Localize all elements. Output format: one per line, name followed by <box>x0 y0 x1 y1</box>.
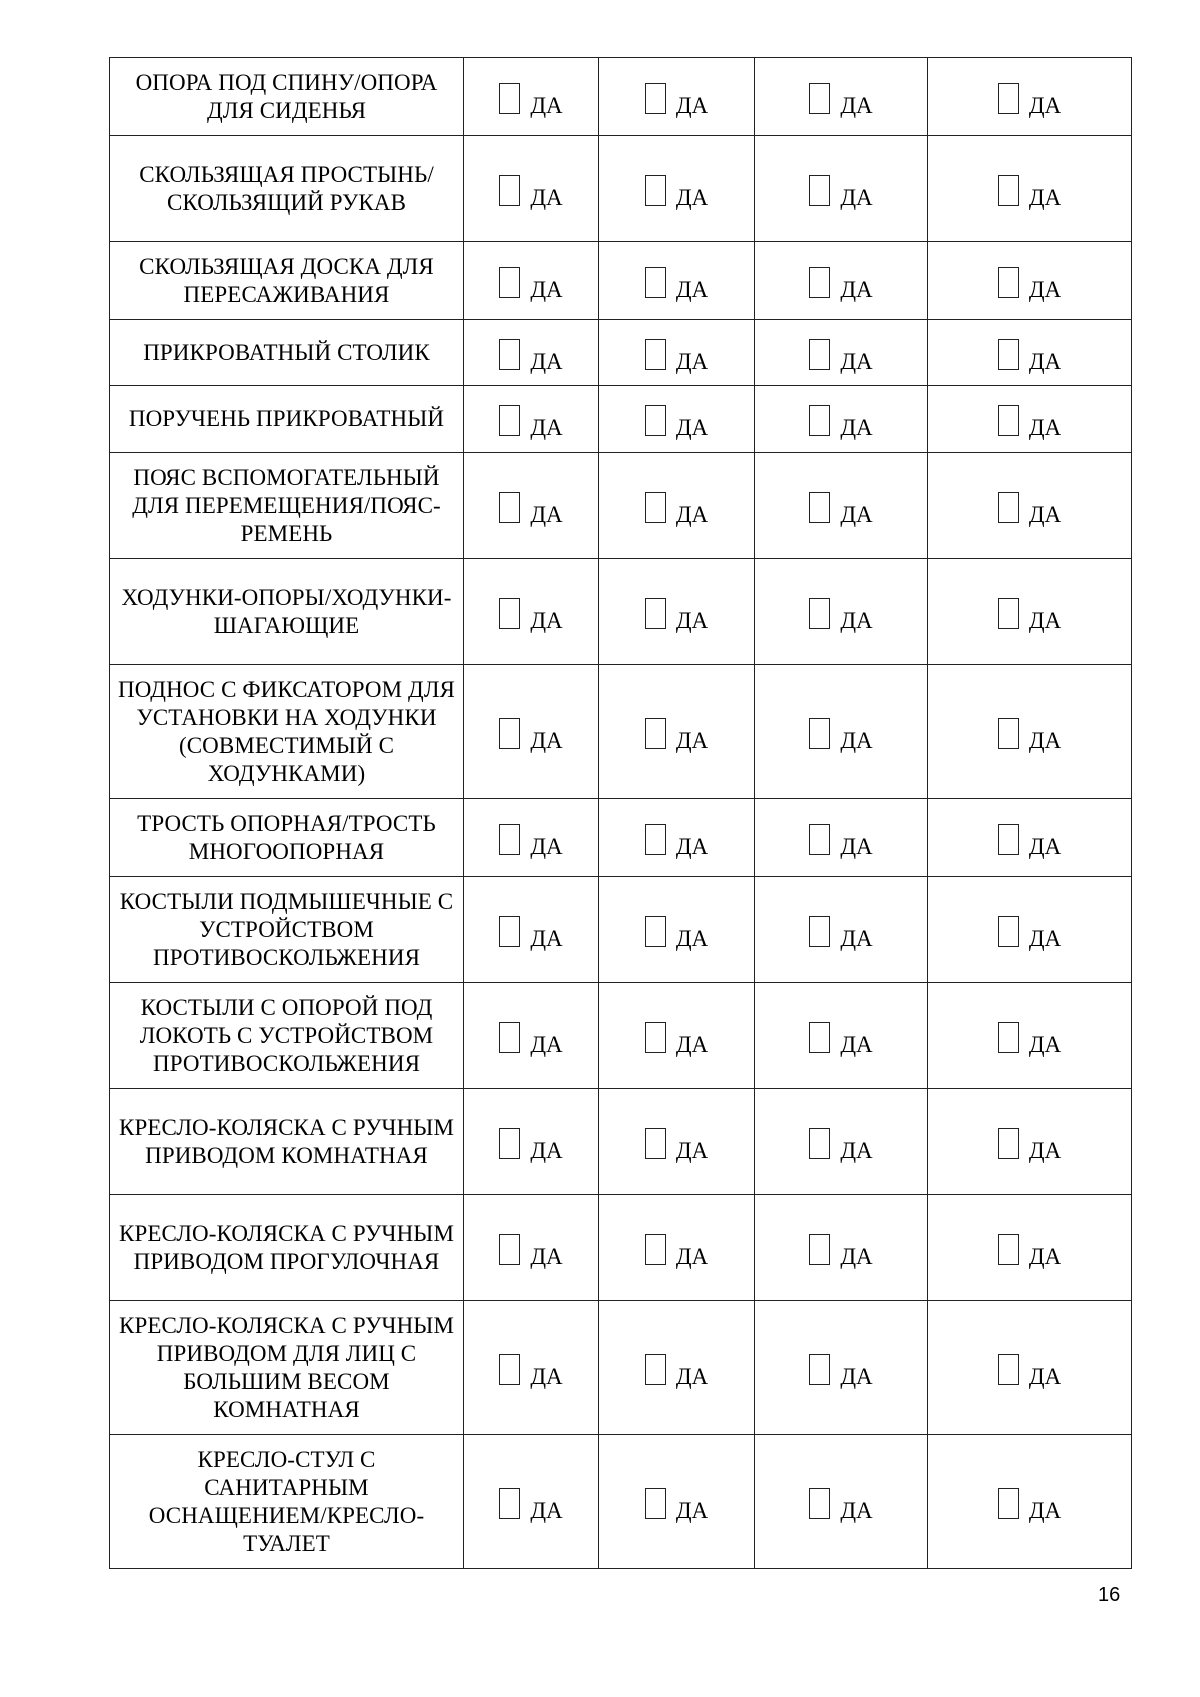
yes-checkbox[interactable] <box>998 1234 1019 1265</box>
item-name-cell: СКОЛЬЗЯЩАЯ ПРОСТЫНЬ/СКОЛЬЗЯЩИЙ РУКАВ <box>110 136 464 242</box>
item-name-cell: ХОДУНКИ-ОПОРЫ/ХОДУНКИ-ШАГАЮЩИЕ <box>110 559 464 665</box>
yes-checkbox[interactable] <box>645 1488 666 1519</box>
yes-option <box>599 264 754 302</box>
table-row <box>110 1301 1132 1435</box>
option-cell <box>599 242 755 320</box>
option-cell <box>755 1195 928 1301</box>
option-cell <box>599 136 755 242</box>
option-cell <box>464 386 599 453</box>
yes-label: ДА <box>675 833 709 859</box>
option-cell <box>464 1089 599 1195</box>
yes-option <box>755 1019 927 1057</box>
option-cell <box>599 1301 755 1435</box>
yes-checkbox[interactable] <box>809 1234 830 1265</box>
option-cell <box>928 1301 1132 1435</box>
item-name-cell: КРЕСЛО-КОЛЯСКА С РУЧНЫМ ПРИВОДОМ КОМНАТНАЯ <box>110 1089 464 1195</box>
option-cell <box>755 559 928 665</box>
option-cell <box>928 386 1132 453</box>
yes-label: ДА <box>530 607 563 633</box>
yes-checkbox[interactable] <box>809 492 830 523</box>
yes-checkbox[interactable] <box>645 1022 666 1053</box>
option-cell <box>928 320 1132 386</box>
yes-label: ДА <box>675 607 709 633</box>
yes-option <box>464 1125 598 1163</box>
yes-option <box>928 1125 1131 1163</box>
yes-label: ДА <box>675 92 709 118</box>
yes-option <box>928 489 1131 527</box>
yes-label: ДА <box>675 1031 709 1057</box>
yes-option <box>599 336 754 374</box>
item-name-cell: ПОЯС ВСПОМОГАТЕЛЬНЫЙ ДЛЯ ПЕРЕМЕЩЕНИЯ/ПОЯС-РЕМЕНЬ <box>110 453 464 559</box>
yes-label: ДА <box>530 276 563 302</box>
yes-option <box>464 80 598 118</box>
yes-option <box>599 913 754 951</box>
yes-checkbox[interactable] <box>998 405 1019 436</box>
yes-option <box>755 913 927 951</box>
yes-option <box>599 715 754 753</box>
yes-label: ДА <box>530 348 563 374</box>
yes-checkbox[interactable] <box>998 175 1019 206</box>
yes-checkbox[interactable] <box>809 1488 830 1519</box>
option-cell <box>599 559 755 665</box>
option-cell <box>464 799 599 877</box>
yes-option <box>464 595 598 633</box>
option-cell <box>755 665 928 799</box>
option-cell <box>928 1435 1132 1569</box>
option-cell <box>755 983 928 1089</box>
yes-option <box>464 1351 598 1389</box>
yes-checkbox[interactable] <box>499 1354 520 1385</box>
yes-option <box>599 1485 754 1523</box>
yes-label: ДА <box>530 1497 563 1523</box>
item-name-cell: КРЕСЛО-СТУЛ С САНИТАРНЫМ ОСНАЩЕНИЕМ/КРЕСЛО-ТУАЛЕТ <box>110 1435 464 1569</box>
option-cell <box>464 242 599 320</box>
yes-checkbox[interactable] <box>998 598 1019 629</box>
option-cell <box>755 386 928 453</box>
option-cell <box>464 983 599 1089</box>
yes-label: ДА <box>1028 727 1062 753</box>
yes-checkbox[interactable] <box>499 1128 520 1159</box>
yes-checkbox[interactable] <box>499 1234 520 1265</box>
yes-option <box>464 1231 598 1269</box>
yes-label: ДА <box>1028 415 1062 440</box>
yes-checkbox[interactable] <box>809 83 830 114</box>
yes-option <box>464 489 598 527</box>
table-row <box>110 453 1132 559</box>
option-cell <box>599 1195 755 1301</box>
option-cell <box>755 877 928 983</box>
yes-label: ДА <box>675 276 709 302</box>
yes-option <box>928 402 1131 440</box>
table-row <box>110 559 1132 665</box>
yes-label: ДА <box>675 925 709 951</box>
yes-option <box>755 336 927 374</box>
yes-checkbox[interactable] <box>998 83 1019 114</box>
yes-checkbox[interactable] <box>645 1128 666 1159</box>
yes-label: ДА <box>840 92 873 118</box>
yes-checkbox[interactable] <box>645 405 666 436</box>
yes-option <box>464 821 598 859</box>
option-cell <box>755 242 928 320</box>
yes-checkbox[interactable] <box>499 718 520 749</box>
option-cell <box>755 136 928 242</box>
yes-option <box>599 172 754 210</box>
yes-option <box>599 1019 754 1057</box>
option-cell <box>464 136 599 242</box>
option-cell <box>928 453 1132 559</box>
yes-option <box>464 172 598 210</box>
table-row <box>110 1435 1132 1569</box>
yes-option <box>928 1485 1131 1523</box>
item-name-cell: ПОДНОС С ФИКСАТОРОМ ДЛЯ УСТАНОВКИ НА ХОДУНКИ (СОВМЕСТИМЫЙ С ХОДУНКАМИ) <box>110 665 464 799</box>
yes-option <box>928 715 1131 753</box>
yes-option <box>755 1125 927 1163</box>
yes-option <box>755 821 927 859</box>
yes-label: ДА <box>840 727 873 753</box>
yes-checkbox[interactable] <box>499 405 520 436</box>
yes-checkbox[interactable] <box>998 339 1019 370</box>
item-name-cell: ТРОСТЬ ОПОРНАЯ/ТРОСТЬ МНОГООПОРНАЯ <box>110 799 464 877</box>
yes-checkbox[interactable] <box>645 175 666 206</box>
yes-label: ДА <box>1028 607 1062 633</box>
yes-label: ДА <box>1028 184 1062 210</box>
yes-label: ДА <box>530 1363 563 1389</box>
yes-checkbox[interactable] <box>809 1128 830 1159</box>
yes-checkbox[interactable] <box>499 339 520 370</box>
yes-label: ДА <box>1028 348 1062 374</box>
option-cell <box>464 877 599 983</box>
yes-option <box>464 1019 598 1057</box>
yes-checkbox[interactable] <box>998 718 1019 749</box>
yes-checkbox[interactable] <box>809 339 830 370</box>
yes-label: ДА <box>675 1497 709 1523</box>
option-cell <box>755 1301 928 1435</box>
yes-label: ДА <box>1028 1497 1062 1523</box>
option-cell <box>928 983 1132 1089</box>
option-cell <box>755 1435 928 1569</box>
yes-option <box>928 264 1131 302</box>
yes-option <box>464 1485 598 1523</box>
yes-checkbox[interactable] <box>998 824 1019 855</box>
yes-checkbox[interactable] <box>645 83 666 114</box>
yes-checkbox[interactable] <box>499 1022 520 1053</box>
item-name-cell: ОПОРА ПОД СПИНУ/ОПОРА ДЛЯ СИДЕНЬЯ <box>110 58 464 136</box>
yes-option <box>599 821 754 859</box>
yes-option <box>928 595 1131 633</box>
yes-label: ДА <box>1028 1243 1062 1269</box>
yes-checkbox[interactable] <box>809 916 830 947</box>
yes-checkbox[interactable] <box>645 598 666 629</box>
option-cell <box>928 877 1132 983</box>
yes-checkbox[interactable] <box>645 492 666 523</box>
item-name-cell: ПОРУЧЕНЬ ПРИКРОВАТНЫЙ <box>110 386 464 453</box>
yes-option <box>599 595 754 633</box>
yes-option <box>755 172 927 210</box>
yes-label: ДА <box>675 1243 709 1269</box>
yes-checkbox[interactable] <box>645 824 666 855</box>
option-cell <box>599 799 755 877</box>
item-name-cell: СКОЛЬЗЯЩАЯ ДОСКА ДЛЯ ПЕРЕСАЖИВАНИЯ <box>110 242 464 320</box>
yes-checkbox[interactable] <box>809 175 830 206</box>
yes-option <box>599 80 754 118</box>
yes-label: ДА <box>840 1031 873 1057</box>
yes-checkbox[interactable] <box>645 267 666 298</box>
yes-checkbox[interactable] <box>998 1022 1019 1053</box>
yes-option <box>928 1019 1131 1057</box>
yes-option <box>755 1485 927 1523</box>
option-cell <box>928 559 1132 665</box>
yes-checkbox[interactable] <box>809 598 830 629</box>
option-cell <box>464 1435 599 1569</box>
yes-label: ДА <box>840 1363 873 1389</box>
yes-label: ДА <box>1028 92 1062 118</box>
item-name-cell: ПРИКРОВАТНЫЙ СТОЛИК <box>110 320 464 386</box>
yes-option <box>464 715 598 753</box>
table-row <box>110 1089 1132 1195</box>
yes-label: ДА <box>1028 276 1062 302</box>
yes-checkbox[interactable] <box>809 405 830 436</box>
option-cell <box>928 242 1132 320</box>
option-cell <box>464 320 599 386</box>
yes-checkbox[interactable] <box>645 339 666 370</box>
yes-checkbox[interactable] <box>499 916 520 947</box>
yes-label: ДА <box>530 184 563 210</box>
option-cell <box>464 1195 599 1301</box>
option-cell <box>928 1089 1132 1195</box>
yes-option <box>464 402 598 440</box>
yes-label: ДА <box>530 1031 563 1057</box>
yes-option <box>928 821 1131 859</box>
option-cell <box>755 1089 928 1195</box>
yes-label: ДА <box>530 1243 563 1269</box>
yes-option <box>755 489 927 527</box>
yes-label: ДА <box>840 1243 873 1269</box>
yes-option <box>928 1351 1131 1389</box>
option-cell <box>599 665 755 799</box>
yes-checkbox[interactable] <box>809 1022 830 1053</box>
yes-label: ДА <box>1028 1031 1062 1057</box>
option-cell <box>464 58 599 136</box>
yes-option <box>755 595 927 633</box>
table-row <box>110 983 1132 1089</box>
option-cell <box>928 136 1132 242</box>
yes-label: ДА <box>840 925 873 951</box>
option-cell <box>755 320 928 386</box>
option-cell <box>599 386 755 453</box>
yes-checkbox[interactable] <box>499 824 520 855</box>
yes-option <box>755 715 927 753</box>
option-cell <box>599 320 755 386</box>
yes-label: ДА <box>1028 925 1062 951</box>
yes-option <box>464 913 598 951</box>
yes-option <box>599 1125 754 1163</box>
option-cell <box>599 453 755 559</box>
item-name-cell: КРЕСЛО-КОЛЯСКА С РУЧНЫМ ПРИВОДОМ ПРОГУЛОЧНАЯ <box>110 1195 464 1301</box>
yes-label: ДА <box>1028 1137 1062 1163</box>
option-cell <box>928 58 1132 136</box>
option-cell <box>464 665 599 799</box>
option-cell <box>464 1301 599 1435</box>
table-row <box>110 136 1132 242</box>
option-cell <box>599 877 755 983</box>
yes-checkbox[interactable] <box>645 916 666 947</box>
option-cell <box>599 58 755 136</box>
table-row <box>110 877 1132 983</box>
table-row <box>110 665 1132 799</box>
yes-option <box>599 402 754 440</box>
option-cell <box>464 559 599 665</box>
yes-option <box>464 336 598 374</box>
yes-option <box>464 264 598 302</box>
yes-label: ДА <box>530 925 563 951</box>
yes-option <box>755 402 927 440</box>
yes-label: ДА <box>530 1137 563 1163</box>
yes-option <box>755 264 927 302</box>
item-name-cell: КРЕСЛО-КОЛЯСКА С РУЧНЫМ ПРИВОДОМ ДЛЯ ЛИЦ С БОЛЬШИМ ВЕСОМ КОМНАТНАЯ <box>110 1301 464 1435</box>
yes-label: ДА <box>675 415 709 440</box>
yes-checkbox[interactable] <box>499 267 520 298</box>
yes-label: ДА <box>675 501 709 527</box>
yes-label: ДА <box>1028 1363 1062 1389</box>
yes-label: ДА <box>840 276 873 302</box>
yes-checkbox[interactable] <box>998 916 1019 947</box>
yes-checkbox[interactable] <box>998 492 1019 523</box>
item-name-cell: КОСТЫЛИ С ОПОРОЙ ПОД ЛОКОТЬ С УСТРОЙСТВОМ ПРОТИВОСКОЛЬЖЕНИЯ <box>110 983 464 1089</box>
option-cell <box>599 983 755 1089</box>
yes-checkbox[interactable] <box>499 1488 520 1519</box>
item-name-cell: КОСТЫЛИ ПОДМЫШЕЧНЫЕ С УСТРОЙСТВОМ ПРОТИВОСКОЛЬЖЕНИЯ <box>110 877 464 983</box>
yes-label: ДА <box>840 501 873 527</box>
yes-option <box>928 80 1131 118</box>
yes-label: ДА <box>675 184 709 210</box>
yes-label: ДА <box>675 1137 709 1163</box>
yes-label: ДА <box>530 833 563 859</box>
yes-label: ДА <box>1028 833 1062 859</box>
yes-checkbox[interactable] <box>998 1128 1019 1159</box>
table-row <box>110 799 1132 877</box>
yes-checkbox[interactable] <box>645 1354 666 1385</box>
equipment-checklist-table <box>109 57 1132 1569</box>
yes-checkbox[interactable] <box>499 83 520 114</box>
yes-option <box>599 1351 754 1389</box>
yes-option <box>928 913 1131 951</box>
option-cell <box>755 453 928 559</box>
option-cell <box>464 453 599 559</box>
table-body <box>110 58 1132 1569</box>
option-cell <box>755 799 928 877</box>
yes-label: ДА <box>840 607 873 633</box>
yes-option <box>928 1231 1131 1269</box>
yes-checkbox[interactable] <box>998 1488 1019 1519</box>
yes-checkbox[interactable] <box>809 1354 830 1385</box>
yes-label: ДА <box>675 348 709 374</box>
yes-label: ДА <box>840 1497 873 1523</box>
table-row <box>110 242 1132 320</box>
yes-option <box>755 1351 927 1389</box>
option-cell <box>928 799 1132 877</box>
yes-checkbox[interactable] <box>809 824 830 855</box>
yes-option <box>928 172 1131 210</box>
yes-checkbox[interactable] <box>809 718 830 749</box>
yes-label: ДА <box>840 348 873 374</box>
option-cell <box>599 1089 755 1195</box>
yes-checkbox[interactable] <box>499 175 520 206</box>
yes-label: ДА <box>840 184 873 210</box>
yes-checkbox[interactable] <box>998 1354 1019 1385</box>
yes-label: ДА <box>530 727 563 753</box>
yes-label: ДА <box>840 1137 873 1163</box>
yes-label: ДА <box>530 92 563 118</box>
yes-label: ДА <box>675 1363 709 1389</box>
yes-label: ДА <box>840 415 873 440</box>
table-row <box>110 386 1132 453</box>
option-cell <box>928 665 1132 799</box>
table-row <box>110 1195 1132 1301</box>
yes-checkbox[interactable] <box>499 598 520 629</box>
yes-checkbox[interactable] <box>645 718 666 749</box>
page-number: 16 <box>1098 1584 1121 1606</box>
yes-option <box>755 1231 927 1269</box>
yes-label: ДА <box>1028 501 1062 527</box>
yes-label: ДА <box>675 727 709 753</box>
yes-checkbox[interactable] <box>998 267 1019 298</box>
option-cell <box>928 1195 1132 1301</box>
option-cell <box>755 58 928 136</box>
table-row <box>110 58 1132 136</box>
yes-option <box>928 336 1131 374</box>
yes-option <box>599 1231 754 1269</box>
yes-label: ДА <box>530 415 563 440</box>
table-row <box>110 320 1132 386</box>
yes-checkbox[interactable] <box>499 492 520 523</box>
option-cell <box>599 1435 755 1569</box>
yes-checkbox[interactable] <box>809 267 830 298</box>
yes-label: ДА <box>840 833 873 859</box>
yes-checkbox[interactable] <box>645 1234 666 1265</box>
yes-option <box>755 80 927 118</box>
yes-label: ДА <box>530 501 563 527</box>
yes-option <box>599 489 754 527</box>
